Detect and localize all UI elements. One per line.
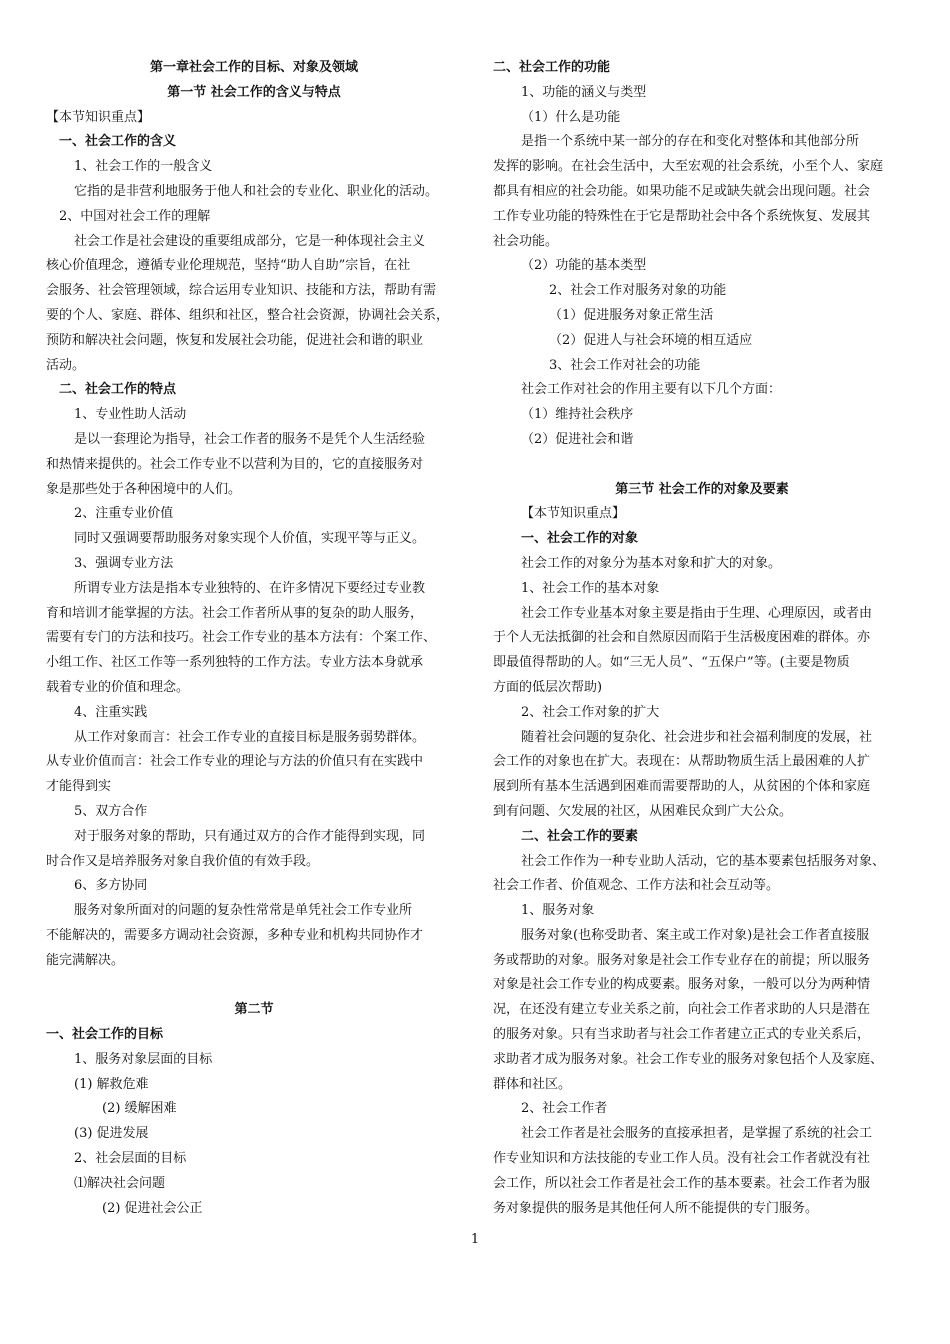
paragraph-line: 社会工作者是社会服务的直接承担者，是掌握了系统的社会工 <box>521 1126 873 1142</box>
list-item: (2) 缓解困难 <box>102 1101 177 1117</box>
heading-targets: 一、社会工作的对象 <box>521 531 639 547</box>
paragraph-line: 是指一个系统中某一部分的存在和变化对整体和其他部分所 <box>521 134 860 150</box>
paragraph-line: 所谓专业方法是指本专业独特的、在许多情况下要经过专业教 <box>74 580 426 596</box>
subheading: 5、双方合作 <box>74 803 148 819</box>
paragraph-line: 时合作又是培养服务对象自我价值的有效手段。 <box>46 853 320 869</box>
list-item: （1）什么是功能 <box>521 109 621 125</box>
paragraph-line: 务对象提供的服务是其他任何人所不能提供的专门服务。 <box>493 1200 819 1216</box>
subheading: 6、多方协同 <box>74 878 148 894</box>
paragraph-line: 社会工作对社会的作用主要有以下几个方面： <box>521 382 782 398</box>
list-item: （1）维持社会秩序 <box>521 407 634 423</box>
paragraph-line: 作专业知识和方法技能的专业工作人员。没有社会工作者就没有社 <box>493 1151 871 1167</box>
subheading: 2、社会工作者 <box>521 1101 608 1117</box>
paragraph-line: 同时又强调要帮助服务对象实现个人价值，实现平等与正义。 <box>74 531 426 547</box>
paragraph-line: 的服务对象。只有当求助者与社会工作者建立正式的专业关系后， <box>493 1027 871 1043</box>
page-number: 1 <box>470 1232 480 1247</box>
paragraph-line: 方面的低层次帮助) <box>493 679 603 695</box>
heading-meaning: 一、社会工作的含义 <box>59 134 177 150</box>
paragraph-line: 服务对象(也称受助者、案主或工作对象)是社会工作者直接服 <box>521 927 870 943</box>
paragraph-line: 工作专业功能的特殊性在于它是帮助社会中各个系统恢复、发展其 <box>493 208 871 224</box>
list-item: （2）促进人与社会环境的相互适应 <box>549 332 753 348</box>
paragraph-line: 社会工作作为一种专业助人活动，它的基本要素包括服务对象、 <box>521 853 886 869</box>
paragraph-line: 展到所有基本生活遇到困难而需要帮助的人，从贫困的个体和家庭 <box>493 779 871 795</box>
paragraph-line: 和热情来提供的。社会工作专业不以营利为目的，它的直接服务对 <box>46 456 424 472</box>
paragraph-line: 从工作对象而言：社会工作专业的直接目标是服务弱势群体。 <box>74 729 426 745</box>
paragraph-line: 群体和社区。 <box>493 1076 572 1092</box>
paragraph-line: 对于服务对象的帮助，只有通过双方的合作才能得到实现，同 <box>74 828 426 844</box>
spacer <box>493 453 911 478</box>
paragraph-line: 服务对象所面对的问题的复杂性常常是单凭社会工作专业所 <box>74 903 413 919</box>
list-item: （2）促进社会和谐 <box>521 431 634 447</box>
section-3-title: 第三节 社会工作的对象及要素 <box>615 481 789 497</box>
subheading: 2、社会工作对服务对象的功能 <box>549 283 727 299</box>
subheading: 2、注重专业价值 <box>74 506 174 522</box>
key-points-label: 【本节知识重点】 <box>521 506 626 522</box>
section-2-title: 第二节 <box>234 1002 274 1018</box>
paragraph-line: 是以一套理论为指导，社会工作者的服务不是凭个人生活经验 <box>74 431 426 447</box>
subheading: 1、功能的涵义与类型 <box>521 84 647 100</box>
paragraph-line: 求助者才成为服务对象。社会工作专业的服务对象包括个人及家庭、 <box>493 1051 884 1067</box>
paragraph-line: 才能得到实 <box>46 779 112 795</box>
paragraph-line: 活动。 <box>46 357 86 373</box>
heading-elements: 二、社会工作的要素 <box>521 828 639 844</box>
list-item: ⑴解决社会问题 <box>74 1175 166 1191</box>
subheading: 2、中国对社会工作的理解 <box>59 208 211 224</box>
paragraph-line: 于个人无法抵御的社会和自然原因而陷于生活极度困难的群体。亦 <box>493 630 871 646</box>
paragraph-line: 务或帮助的对象。服务对象是社会工作专业存在的前提；所以服务 <box>493 952 871 968</box>
subheading: 1、服务对象层面的目标 <box>74 1051 213 1067</box>
paragraph-line: 会工作，所以社会工作者是社会工作的基本要素。社会工作者为服 <box>493 1175 871 1191</box>
list-item: （2）功能的基本类型 <box>521 258 647 274</box>
heading-features: 二、社会工作的特点 <box>59 382 177 398</box>
subheading: 1、社会工作的基本对象 <box>521 580 660 596</box>
subheading: 1、服务对象 <box>521 903 595 919</box>
paragraph-line: 社会工作的对象分为基本对象和扩大的对象。 <box>521 555 782 571</box>
subheading: 3、强调专业方法 <box>74 555 174 571</box>
list-item: (3) 促进发展 <box>74 1126 149 1142</box>
paragraph-line: 预防和解决社会问题，恢复和发展社会功能，促进社会和谐的职业 <box>46 332 424 348</box>
subheading: 2、社会工作对象的扩大 <box>521 704 660 720</box>
paragraph-line: 社会功能。 <box>493 233 559 249</box>
paragraph-line: 育和培训才能掌握的方法。社会工作者所从事的复杂的助人服务， <box>46 605 424 621</box>
section-1-title: 第一节 社会工作的含义与特点 <box>167 84 341 100</box>
key-points-label: 【本节知识重点】 <box>46 109 151 125</box>
paragraph-line: 社会工作专业基本对象主要是指由于生理、心理原因，或者由 <box>521 605 873 621</box>
subheading: 4、注重实践 <box>74 704 148 720</box>
list-item: (1) 解救危难 <box>74 1076 149 1092</box>
right-column <box>493 56 911 1221</box>
paragraph-line: 会服务、社会管理领域，综合运用专业知识、技能和方法，帮助有需 <box>46 283 437 299</box>
paragraph-line: 到有问题、欠发展的社区，从困难民众到广大公众。 <box>493 803 793 819</box>
paragraph-line: 核心价值理念，遵循专业伦理规范，坚持“助人自助”宗旨，在社 <box>46 258 411 274</box>
heading-functions: 二、社会工作的功能 <box>493 60 611 75</box>
list-item: （1）促进服务对象正常生活 <box>549 307 714 323</box>
paragraph-line: 即最值得帮助的人。如“三无人员”、“五保户”等。(主要是物质 <box>493 655 850 671</box>
chapter-title: 第一章社会工作的目标、对象及领域 <box>149 60 358 75</box>
paragraph-line: 从专业价值而言：社会工作专业的理论与方法的价值只有在实践中 <box>46 754 424 770</box>
paragraph-line: 对象是社会工作专业的构成要素。服务对象，一般可以分为两种情 <box>493 977 871 993</box>
left-column <box>46 56 462 1221</box>
subheading: 1、专业性助人活动 <box>74 407 187 423</box>
paragraph-line: 社会工作者、价值观念、工作方法和社会互动等。 <box>493 878 780 894</box>
paragraph-line: 能完满解决。 <box>46 952 125 968</box>
subheading: 3、社会工作对社会的功能 <box>549 357 701 373</box>
paragraph-line: 况，在还没有建立专业关系之前，向社会工作者求助的人只是潜在 <box>493 1002 871 1018</box>
paragraph-line: 都具有相应的社会功能。如果功能不足或缺失就会出现问题。社会 <box>493 183 871 199</box>
paragraph-line: 小组工作、社区工作等一系列独特的工作方法。专业方法本身就承 <box>46 655 424 671</box>
paragraph-line: 会工作的对象也在扩大。表现在：从帮助物质生活上最困难的人扩 <box>493 754 871 770</box>
spacer <box>46 973 462 998</box>
subheading: 1、社会工作的一般含义 <box>74 159 213 175</box>
paragraph-line: 象是那些处于各种困境中的人们。 <box>46 481 242 497</box>
paragraph-line: 发挥的影响。在社会生活中，大至宏观的社会系统，小至个人、家庭 <box>493 159 884 175</box>
paragraph-line: 需要有专门的方法和技巧。社会工作专业的基本方法有：个案工作、 <box>46 630 437 646</box>
paragraph-line: 随着社会问题的复杂化、社会进步和社会福利制度的发展，社 <box>521 729 873 745</box>
paragraph-line: 社会工作是社会建设的重要组成部分，它是一种体现社会主义 <box>74 233 426 249</box>
subheading: 2、社会层面的目标 <box>74 1151 187 1167</box>
paragraph-line: 不能解决的，需要多方调动社会资源，多种专业和机构共同协作才 <box>46 927 424 943</box>
list-item: (2) 促进社会公正 <box>102 1200 203 1216</box>
paragraph-line: 载着专业的价值和理念。 <box>46 679 190 695</box>
heading-goals: 一、社会工作的目标 <box>46 1027 164 1043</box>
paragraph-line: 要的个人、家庭、群体、组织和社区，整合社会资源，协调社会关系， <box>46 307 450 323</box>
paragraph-line: 它指的是非营利地服务于他人和社会的专业化、职业化的活动。 <box>74 183 439 199</box>
